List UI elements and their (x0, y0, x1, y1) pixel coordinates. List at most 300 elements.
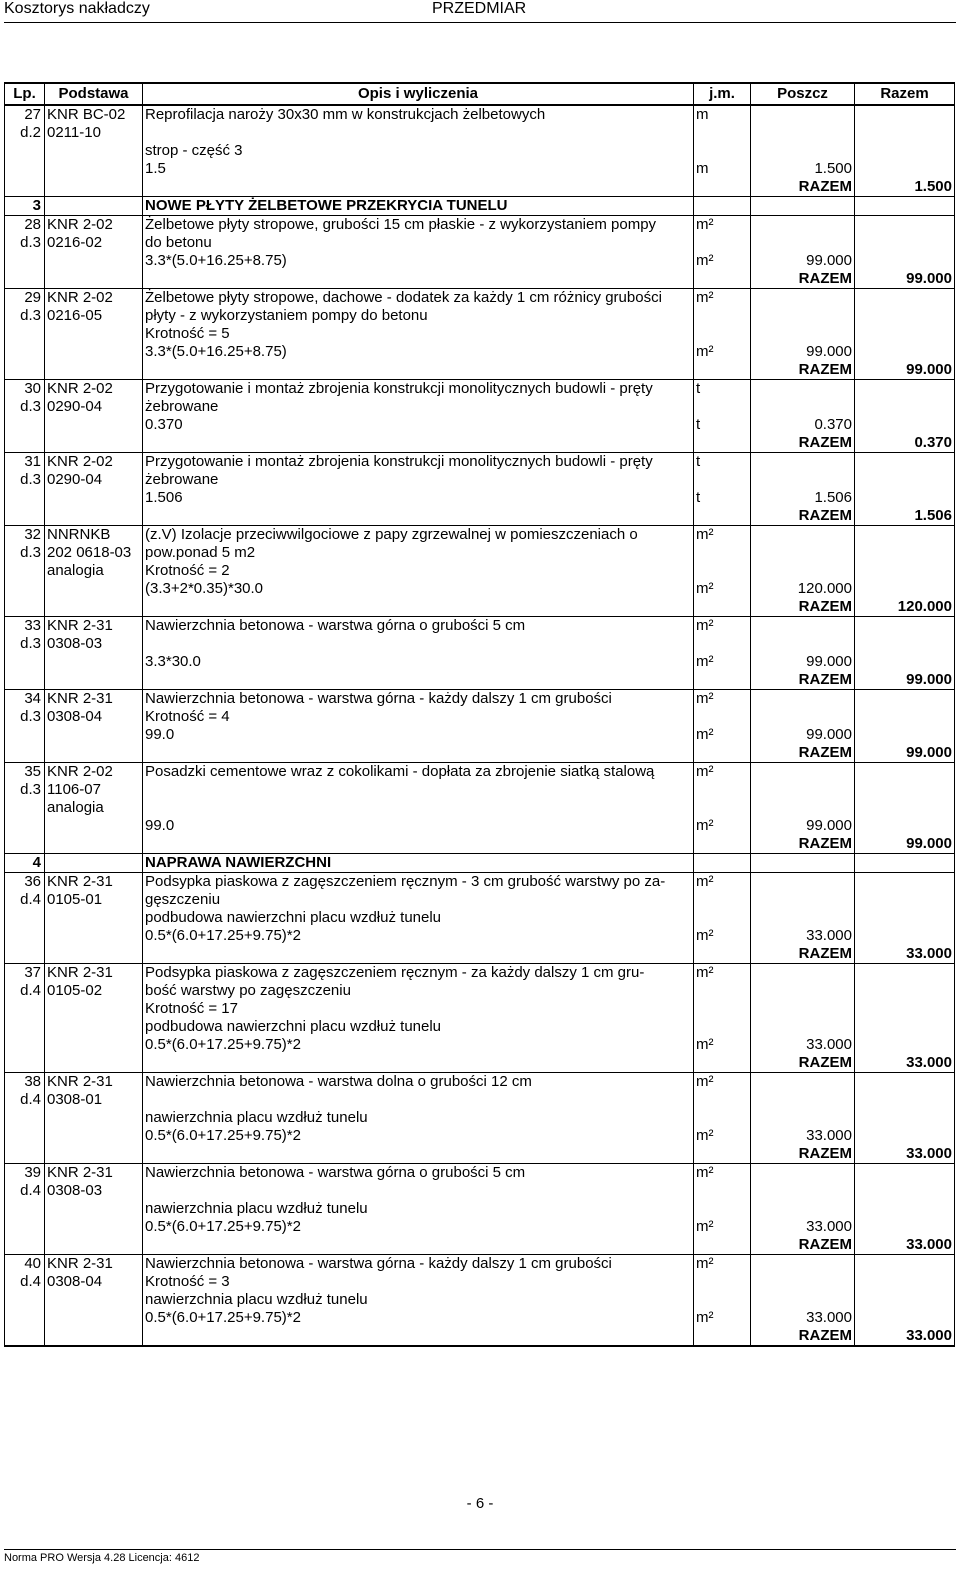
cell-razem (855, 105, 955, 124)
cell-poszcz (751, 1073, 855, 1092)
cell-razem: 0.370 (855, 434, 955, 453)
cell-poszcz: RAZEM (751, 1054, 855, 1073)
total-row (5, 1327, 955, 1346)
cell-jm (694, 945, 751, 964)
table-row (5, 234, 955, 252)
cell-poszcz: 99.000 (751, 817, 855, 835)
cell-opis (143, 799, 694, 817)
cell-poszcz (751, 289, 855, 308)
cell-podstawa (45, 270, 143, 289)
cell-lp (5, 744, 45, 763)
cell-poszcz: 99.000 (751, 252, 855, 270)
cell-opis: 0.5*(6.0+17.25+9.75)*2 (143, 927, 694, 945)
cell-razem (855, 234, 955, 252)
cell-jm: m² (694, 817, 751, 835)
cell-poszcz: RAZEM (751, 1236, 855, 1255)
cell-razem (855, 1309, 955, 1327)
cell-lp: 34 (5, 690, 45, 709)
cell-podstawa: 0308-04 (45, 708, 143, 726)
cell-podstawa (45, 252, 143, 270)
table-row (5, 124, 955, 142)
table-row (5, 1273, 955, 1291)
cell-poszcz (751, 1018, 855, 1036)
cell-razem: 99.000 (855, 671, 955, 690)
cell-lp (5, 945, 45, 964)
cell-poszcz: RAZEM (751, 598, 855, 617)
cell-razem (855, 489, 955, 507)
cell-jm: m² (694, 1127, 751, 1145)
cell-opis: Nawierzchnia betonowa - warstwa górna o grubości 5 cm (143, 617, 694, 636)
cost-estimate-table (4, 82, 955, 1347)
cell-jm: t (694, 416, 751, 434)
table-row (5, 580, 955, 598)
cell-lp (5, 434, 45, 453)
cell-podstawa: KNR 2-02 (45, 289, 143, 308)
cell-razem: 33.000 (855, 1327, 955, 1346)
column-header-jm: j.m. (694, 83, 751, 105)
cell-lp: 36 (5, 873, 45, 892)
cell-podstawa (45, 416, 143, 434)
cell-opis: (z.V) Izolacje przeciwwilgociowe z papy zgrzewalnej w pomieszczeniach o (143, 526, 694, 545)
cell-jm (694, 1000, 751, 1018)
table-row (5, 1127, 955, 1145)
cell-jm (694, 471, 751, 489)
cell-opis: Posadzki cementowe wraz z cokolikami - dopłata za zbrojenie siatką stalową (143, 763, 694, 782)
cell-razem (855, 781, 955, 799)
cell-lp: 33 (5, 617, 45, 636)
cell-podstawa (45, 726, 143, 744)
cell-opis: Przygotowanie i montaż zbrojenia konstrukcji monolitycznych budowli - pręty (143, 453, 694, 472)
table-row (5, 1309, 955, 1327)
table-row (5, 307, 955, 325)
cell-opis (143, 781, 694, 799)
cell-poszcz (751, 1182, 855, 1200)
total-row (5, 361, 955, 380)
cell-razem (855, 1200, 955, 1218)
cell-podstawa: 0216-02 (45, 234, 143, 252)
cell-razem (855, 964, 955, 983)
table-row (5, 471, 955, 489)
table-row (5, 763, 955, 782)
cell-podstawa: NNRNKB (45, 526, 143, 545)
cell-opis: NAPRAWA NAWIERZCHNI (143, 854, 694, 873)
table-row (5, 289, 955, 308)
cell-opis: Krotność = 5 (143, 325, 694, 343)
table-row (5, 1218, 955, 1236)
cell-razem (855, 453, 955, 472)
cell-razem (855, 252, 955, 270)
cell-podstawa (45, 909, 143, 927)
cell-podstawa (45, 1018, 143, 1036)
cell-poszcz: RAZEM (751, 270, 855, 289)
cell-poszcz (751, 325, 855, 343)
cell-lp (5, 1236, 45, 1255)
table-row (5, 653, 955, 671)
cell-lp: d.3 (5, 398, 45, 416)
document-title: PRZEDMIAR (432, 0, 527, 17)
cell-jm: m² (694, 617, 751, 636)
cell-opis (143, 507, 694, 526)
cell-jm (694, 142, 751, 160)
cell-poszcz: RAZEM (751, 744, 855, 763)
cell-podstawa: 0216-05 (45, 307, 143, 325)
cell-opis: Nawierzchnia betonowa - warstwa dolna o grubości 12 cm (143, 1073, 694, 1092)
cell-poszcz (751, 307, 855, 325)
cell-poszcz (751, 708, 855, 726)
cell-lp (5, 270, 45, 289)
cell-jm (694, 635, 751, 653)
cell-poszcz: RAZEM (751, 178, 855, 197)
cell-razem (855, 726, 955, 744)
table-row (5, 453, 955, 472)
cell-poszcz: RAZEM (751, 1145, 855, 1164)
cell-lp: 32 (5, 526, 45, 545)
cell-razem (855, 927, 955, 945)
cell-razem (855, 1218, 955, 1236)
cell-podstawa: KNR 2-31 (45, 617, 143, 636)
cell-razem (855, 160, 955, 178)
cell-jm: m² (694, 873, 751, 892)
cell-opis: Nawierzchnia betonowa - warstwa górna - każdy dalszy 1 cm grubości (143, 1255, 694, 1274)
cell-razem (855, 799, 955, 817)
table-row (5, 1018, 955, 1036)
table-row (5, 1255, 955, 1274)
cell-lp: 39 (5, 1164, 45, 1183)
cell-poszcz: 99.000 (751, 726, 855, 744)
cell-lp (5, 1145, 45, 1164)
cell-opis: Żelbetowe płyty stropowe, grubości 15 cm płaskie - z wykorzystaniem pompy (143, 216, 694, 235)
cell-poszcz: RAZEM (751, 945, 855, 964)
cell-lp (5, 817, 45, 835)
cell-jm (694, 1182, 751, 1200)
cell-lp: d.3 (5, 234, 45, 252)
cell-razem (855, 197, 955, 216)
table-row (5, 1291, 955, 1309)
cell-jm: m² (694, 1255, 751, 1274)
cell-poszcz: RAZEM (751, 835, 855, 854)
cell-lp (5, 142, 45, 160)
total-row (5, 1236, 955, 1255)
cell-razem (855, 1127, 955, 1145)
cell-poszcz: 0.370 (751, 416, 855, 434)
table-row (5, 726, 955, 744)
cell-razem (855, 617, 955, 636)
cell-lp: 40 (5, 1255, 45, 1274)
cell-podstawa (45, 1145, 143, 1164)
cell-opis: Reprofilacja naroży 30x30 mm w konstrukcjach żelbetowych (143, 105, 694, 124)
cell-opis (143, 1091, 694, 1109)
cell-opis (143, 1236, 694, 1255)
cell-jm (694, 1091, 751, 1109)
cell-poszcz (751, 453, 855, 472)
cell-lp: 31 (5, 453, 45, 472)
cell-poszcz (751, 1109, 855, 1127)
total-row (5, 178, 955, 197)
cell-jm (694, 270, 751, 289)
cell-podstawa: 0308-03 (45, 635, 143, 653)
table-row (5, 1182, 955, 1200)
cell-podstawa (45, 671, 143, 690)
cell-opis: Żelbetowe płyty stropowe, dachowe - dodatek za każdy 1 cm różnicy grubości (143, 289, 694, 308)
cell-podstawa (45, 927, 143, 945)
cell-opis: 3.3*(5.0+16.25+8.75) (143, 252, 694, 270)
cell-jm (694, 708, 751, 726)
table-row (5, 142, 955, 160)
cell-opis: 0.370 (143, 416, 694, 434)
cell-jm (694, 307, 751, 325)
cell-razem: 33.000 (855, 1236, 955, 1255)
cell-podstawa (45, 945, 143, 964)
cell-razem (855, 1273, 955, 1291)
cell-podstawa (45, 835, 143, 854)
cell-podstawa (45, 160, 143, 178)
total-row (5, 270, 955, 289)
cell-poszcz: RAZEM (751, 1327, 855, 1346)
cell-poszcz (751, 781, 855, 799)
cell-razem (855, 526, 955, 545)
cell-jm (694, 197, 751, 216)
cell-razem (855, 854, 955, 873)
cell-poszcz (751, 799, 855, 817)
table-row (5, 617, 955, 636)
cell-poszcz (751, 909, 855, 927)
cell-jm: m² (694, 726, 751, 744)
cell-lp (5, 416, 45, 434)
cell-lp (5, 1127, 45, 1145)
cell-lp: d.3 (5, 708, 45, 726)
table-row (5, 160, 955, 178)
cell-opis: żebrowane (143, 471, 694, 489)
cell-lp (5, 252, 45, 270)
document-type: Kosztorys nakładczy (4, 0, 150, 17)
cell-opis: podbudowa nawierzchni placu wzdłuż tunelu (143, 909, 694, 927)
table-row (5, 216, 955, 235)
cell-poszcz (751, 1000, 855, 1018)
cell-jm (694, 1273, 751, 1291)
cell-jm (694, 799, 751, 817)
cell-podstawa (45, 178, 143, 197)
table-row (5, 817, 955, 835)
cell-podstawa (45, 361, 143, 380)
cell-podstawa (45, 142, 143, 160)
cell-opis: 0.5*(6.0+17.25+9.75)*2 (143, 1036, 694, 1054)
cell-lp (5, 507, 45, 526)
cell-poszcz (751, 891, 855, 909)
cell-podstawa (45, 653, 143, 671)
cell-poszcz: 99.000 (751, 343, 855, 361)
cell-razem (855, 544, 955, 562)
total-row (5, 1054, 955, 1073)
cell-opis: nawierzchnia placu wzdłuż tunelu (143, 1200, 694, 1218)
cell-opis: podbudowa nawierzchni placu wzdłuż tunelu (143, 1018, 694, 1036)
cell-lp: d.3 (5, 471, 45, 489)
table-row (5, 526, 955, 545)
cell-jm: m² (694, 289, 751, 308)
cell-jm: m² (694, 927, 751, 945)
cell-lp: 35 (5, 763, 45, 782)
table-row (5, 909, 955, 927)
cell-lp (5, 1036, 45, 1054)
cell-podstawa: 0308-04 (45, 1273, 143, 1291)
cell-podstawa: KNR 2-02 (45, 763, 143, 782)
cell-podstawa (45, 434, 143, 453)
cell-podstawa: KNR 2-31 (45, 964, 143, 983)
cell-razem (855, 1109, 955, 1127)
cell-poszcz (751, 380, 855, 399)
cell-lp: 38 (5, 1073, 45, 1092)
cell-jm (694, 744, 751, 763)
cell-lp (5, 653, 45, 671)
cell-jm (694, 1109, 751, 1127)
cell-opis (143, 434, 694, 453)
cell-jm (694, 1291, 751, 1309)
cell-poszcz (751, 124, 855, 142)
cell-podstawa: KNR 2-02 (45, 380, 143, 399)
cell-poszcz: 33.000 (751, 927, 855, 945)
cell-jm (694, 178, 751, 197)
cell-opis: 1.5 (143, 160, 694, 178)
cell-opis: 0.5*(6.0+17.25+9.75)*2 (143, 1309, 694, 1327)
cell-lp (5, 909, 45, 927)
cell-podstawa: KNR 2-31 (45, 690, 143, 709)
cell-razem: 33.000 (855, 1145, 955, 1164)
footer-divider (4, 1549, 956, 1550)
cell-opis (143, 1145, 694, 1164)
column-header-opis: Opis i wyliczenia (143, 83, 694, 105)
cell-razem (855, 142, 955, 160)
cell-podstawa: 0308-03 (45, 1182, 143, 1200)
cell-razem (855, 307, 955, 325)
cell-lp (5, 1309, 45, 1327)
table-row (5, 964, 955, 983)
cell-opis: pow.ponad 5 m2 (143, 544, 694, 562)
table-row (5, 1000, 955, 1018)
total-row (5, 507, 955, 526)
cell-jm (694, 544, 751, 562)
cell-opis (143, 1054, 694, 1073)
cell-opis: Podsypka piaskowa z zagęszczeniem ręcznym - za każdy dalszy 1 cm gru- (143, 964, 694, 983)
cell-razem (855, 471, 955, 489)
cell-podstawa (45, 1200, 143, 1218)
total-row (5, 744, 955, 763)
cell-podstawa: KNR 2-31 (45, 1255, 143, 1274)
cell-jm (694, 234, 751, 252)
cell-opis: Nawierzchnia betonowa - warstwa górna - każdy dalszy 1 cm grubości (143, 690, 694, 709)
column-header-razem: Razem (855, 83, 955, 105)
cell-lp (5, 1018, 45, 1036)
cell-podstawa: 0211-10 (45, 124, 143, 142)
cell-poszcz (751, 1255, 855, 1274)
cell-poszcz: 1.506 (751, 489, 855, 507)
cell-lp (5, 1218, 45, 1236)
cell-lp: d.3 (5, 781, 45, 799)
cell-podstawa: 202 0618-03 (45, 544, 143, 562)
cell-razem: 99.000 (855, 270, 955, 289)
cell-poszcz: 1.500 (751, 160, 855, 178)
cell-jm (694, 398, 751, 416)
cell-podstawa: 0308-01 (45, 1091, 143, 1109)
cell-razem (855, 1182, 955, 1200)
cell-poszcz (751, 526, 855, 545)
cell-lp (5, 1000, 45, 1018)
cell-razem: 33.000 (855, 1054, 955, 1073)
cell-opis (143, 270, 694, 289)
total-row (5, 1145, 955, 1164)
cell-razem (855, 398, 955, 416)
cell-razem (855, 909, 955, 927)
cell-opis: 0.5*(6.0+17.25+9.75)*2 (143, 1127, 694, 1145)
cell-poszcz (751, 562, 855, 580)
cell-podstawa (45, 1309, 143, 1327)
table-row (5, 325, 955, 343)
cell-jm (694, 1236, 751, 1255)
cell-opis (143, 744, 694, 763)
cell-lp: 29 (5, 289, 45, 308)
cell-poszcz: 33.000 (751, 1309, 855, 1327)
cell-lp: d.3 (5, 307, 45, 325)
cell-poszcz: 120.000 (751, 580, 855, 598)
cell-podstawa (45, 489, 143, 507)
cell-jm (694, 1054, 751, 1073)
cell-poszcz (751, 1164, 855, 1183)
cell-lp (5, 343, 45, 361)
cell-jm: m² (694, 526, 751, 545)
cell-jm: m² (694, 1073, 751, 1092)
cell-podstawa: KNR 2-31 (45, 1164, 143, 1183)
cell-podstawa (45, 507, 143, 526)
cell-lp: d.4 (5, 982, 45, 1000)
cell-lp (5, 1327, 45, 1346)
cell-jm (694, 1327, 751, 1346)
cell-poszcz (751, 544, 855, 562)
cell-jm: m² (694, 1309, 751, 1327)
cell-lp: 27 (5, 105, 45, 124)
cell-poszcz: RAZEM (751, 507, 855, 526)
cell-lp: d.3 (5, 544, 45, 562)
table-row (5, 635, 955, 653)
cell-razem (855, 580, 955, 598)
table-row (5, 489, 955, 507)
cell-jm (694, 325, 751, 343)
table-row (5, 343, 955, 361)
cell-jm (694, 434, 751, 453)
cell-lp: 30 (5, 380, 45, 399)
cell-opis: Nawierzchnia betonowa - warstwa górna o grubości 5 cm (143, 1164, 694, 1183)
total-row (5, 945, 955, 964)
cell-razem (855, 1036, 955, 1054)
cell-poszcz (751, 471, 855, 489)
cell-lp: 28 (5, 216, 45, 235)
cell-opis (143, 945, 694, 964)
cell-opis: 1.506 (143, 489, 694, 507)
cell-razem: 1.500 (855, 178, 955, 197)
header-divider (4, 22, 956, 23)
cell-poszcz: 99.000 (751, 653, 855, 671)
cell-jm (694, 562, 751, 580)
cell-razem (855, 325, 955, 343)
table-row (5, 252, 955, 270)
table-row (5, 1164, 955, 1183)
cell-lp: d.4 (5, 891, 45, 909)
cell-opis: bość warstwy po zagęszczeniu (143, 982, 694, 1000)
section-row (5, 197, 955, 216)
table-row (5, 873, 955, 892)
cell-jm: m² (694, 690, 751, 709)
cell-opis: 99.0 (143, 726, 694, 744)
table-row (5, 1091, 955, 1109)
table-row (5, 105, 955, 124)
cell-opis: Krotność = 4 (143, 708, 694, 726)
